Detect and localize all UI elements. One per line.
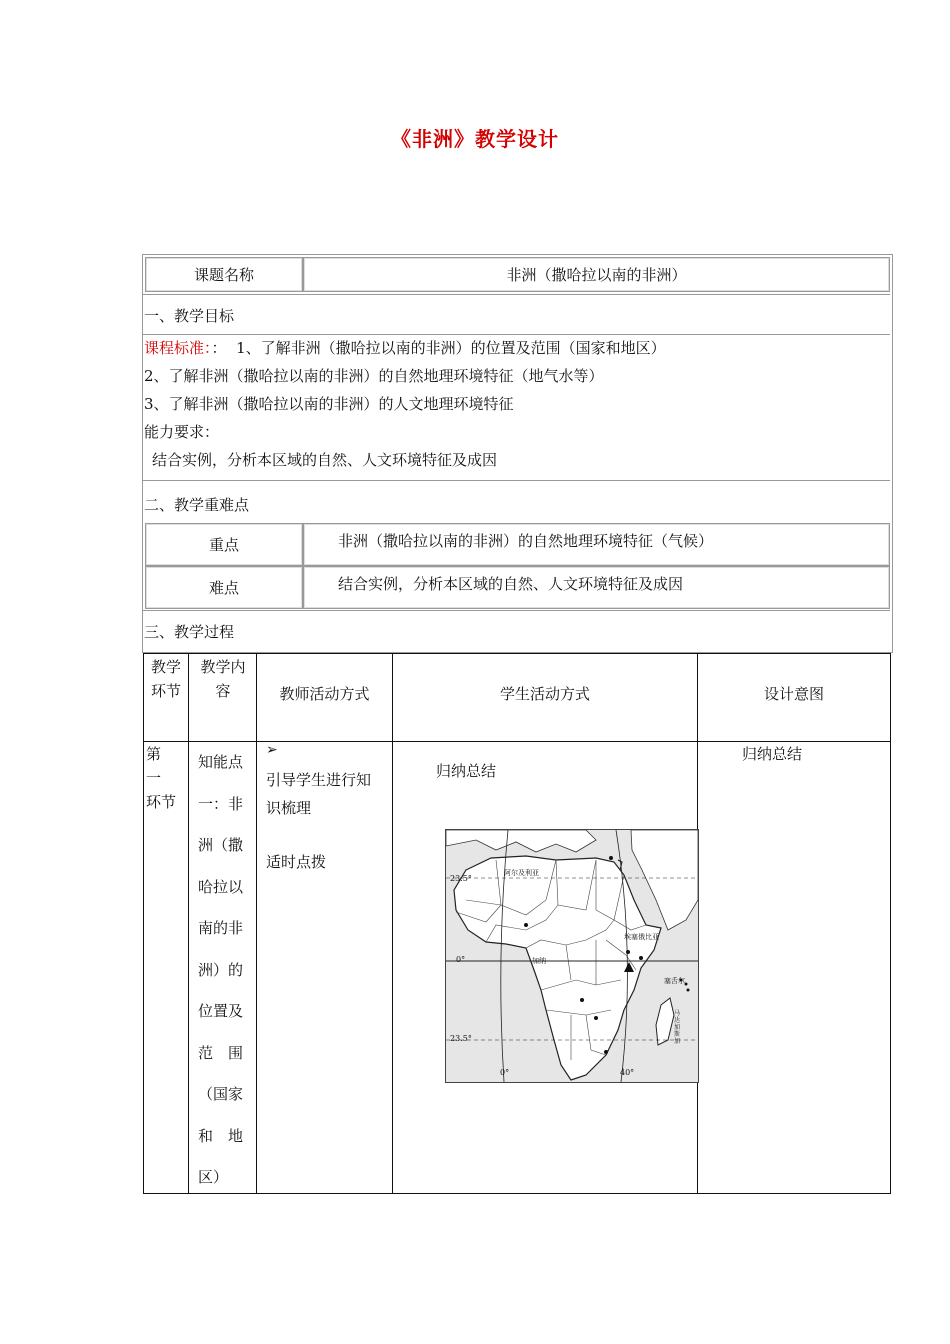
difficult-value: 结合实例，分析本区域的自然、人文环境特征及成因 bbox=[338, 575, 684, 593]
row1-stage: 第 一 环节 bbox=[146, 745, 177, 811]
row1-teacher: 引导学生进行知 识梳理 bbox=[266, 771, 372, 817]
key-value-cell bbox=[303, 523, 890, 566]
africa-map bbox=[445, 829, 699, 1083]
section-key-points: 二、教学重难点 bbox=[144, 496, 250, 514]
label-ethiopia: 埃塞俄比亚 bbox=[624, 933, 659, 941]
lon-0-label: 0° bbox=[500, 1068, 510, 1077]
ability-label: 能力要求： bbox=[144, 423, 220, 441]
section-process: 三、教学过程 bbox=[144, 623, 235, 641]
header-intent: 设计意图 bbox=[763, 685, 824, 703]
content-line: 区） bbox=[198, 1168, 229, 1186]
lat-north-label: 23.5° bbox=[450, 874, 472, 883]
goal-1-line bbox=[144, 337, 666, 358]
standard-label: 课程标准： bbox=[144, 339, 212, 357]
ability-text: 结合实例，分析本区域的自然、人文环境特征及成因 bbox=[152, 451, 498, 469]
header-stage: 教学 环节 bbox=[150, 658, 181, 700]
africa-map-svg bbox=[446, 830, 698, 1082]
row1-student: 归纳总结 bbox=[436, 762, 497, 780]
content-line: 洲）的 bbox=[198, 960, 244, 979]
lat-equator-label: 0° bbox=[456, 955, 466, 964]
page-title: 《非洲》教学设计 bbox=[391, 127, 559, 151]
lon-40-label: 40° bbox=[620, 1068, 635, 1077]
row1-intent: 归纳总结 bbox=[742, 745, 803, 763]
content-line: 范 围 bbox=[198, 1043, 244, 1062]
section-teaching-goals: 一、教学目标 bbox=[144, 307, 235, 325]
label-algeria: 阿尔及利亚 bbox=[504, 869, 539, 877]
bullet-icon: ➢ bbox=[266, 742, 278, 758]
content-line: 一：非 bbox=[198, 794, 244, 813]
topic-value-cell bbox=[303, 257, 890, 292]
content-line: 南的非 bbox=[198, 919, 244, 937]
difficult-label-cell bbox=[145, 566, 303, 609]
row1-content bbox=[198, 742, 250, 1199]
label-seychelles: 塞舌尔 bbox=[664, 977, 685, 985]
topic-value: 非洲（撒哈拉以南的非洲） bbox=[506, 266, 687, 284]
standard-sep: ： bbox=[211, 339, 227, 357]
lat-south-label: 23.5° bbox=[450, 1034, 472, 1043]
goal-2: 2、了解非洲（撒哈拉以南的非洲）的自然地理环境特征（地气水等） bbox=[144, 367, 604, 385]
content-line: 和 地 bbox=[198, 1126, 244, 1145]
content-line: 洲（撒 bbox=[198, 836, 244, 854]
topic-label: 课题名称 bbox=[193, 266, 254, 284]
key-label: 重点 bbox=[208, 536, 239, 554]
label-ghana: 加纳 bbox=[532, 957, 546, 965]
label-madagascar: 马达加斯加 bbox=[674, 1010, 681, 1045]
header-teacher: 教师活动方式 bbox=[279, 685, 370, 703]
key-label-cell bbox=[145, 523, 303, 566]
goal-3: 3、了解非洲（撒哈拉以南的非洲）的人文地理环境特征 bbox=[144, 395, 514, 413]
content-line: 位置及 bbox=[198, 1002, 244, 1020]
difficult-label: 难点 bbox=[208, 579, 239, 597]
content-line: 知能点 bbox=[198, 753, 244, 771]
content-line: 哈拉以 bbox=[198, 877, 244, 896]
difficult-value-cell bbox=[303, 566, 890, 609]
header-student: 学生活动方式 bbox=[499, 685, 590, 703]
content-line: （国家 bbox=[198, 1085, 244, 1103]
header-content: 教学内 容 bbox=[200, 658, 246, 700]
key-value: 非洲（撒哈拉以南的非洲）的自然地理环境特征（气候） bbox=[338, 532, 714, 550]
topic-label-cell bbox=[145, 257, 303, 292]
goal-1: 1、了解非洲（撒哈拉以南的非洲）的位置及范围（国家和地区） bbox=[236, 339, 666, 357]
row1-teacher-hint: 适时点拨 bbox=[266, 853, 327, 871]
